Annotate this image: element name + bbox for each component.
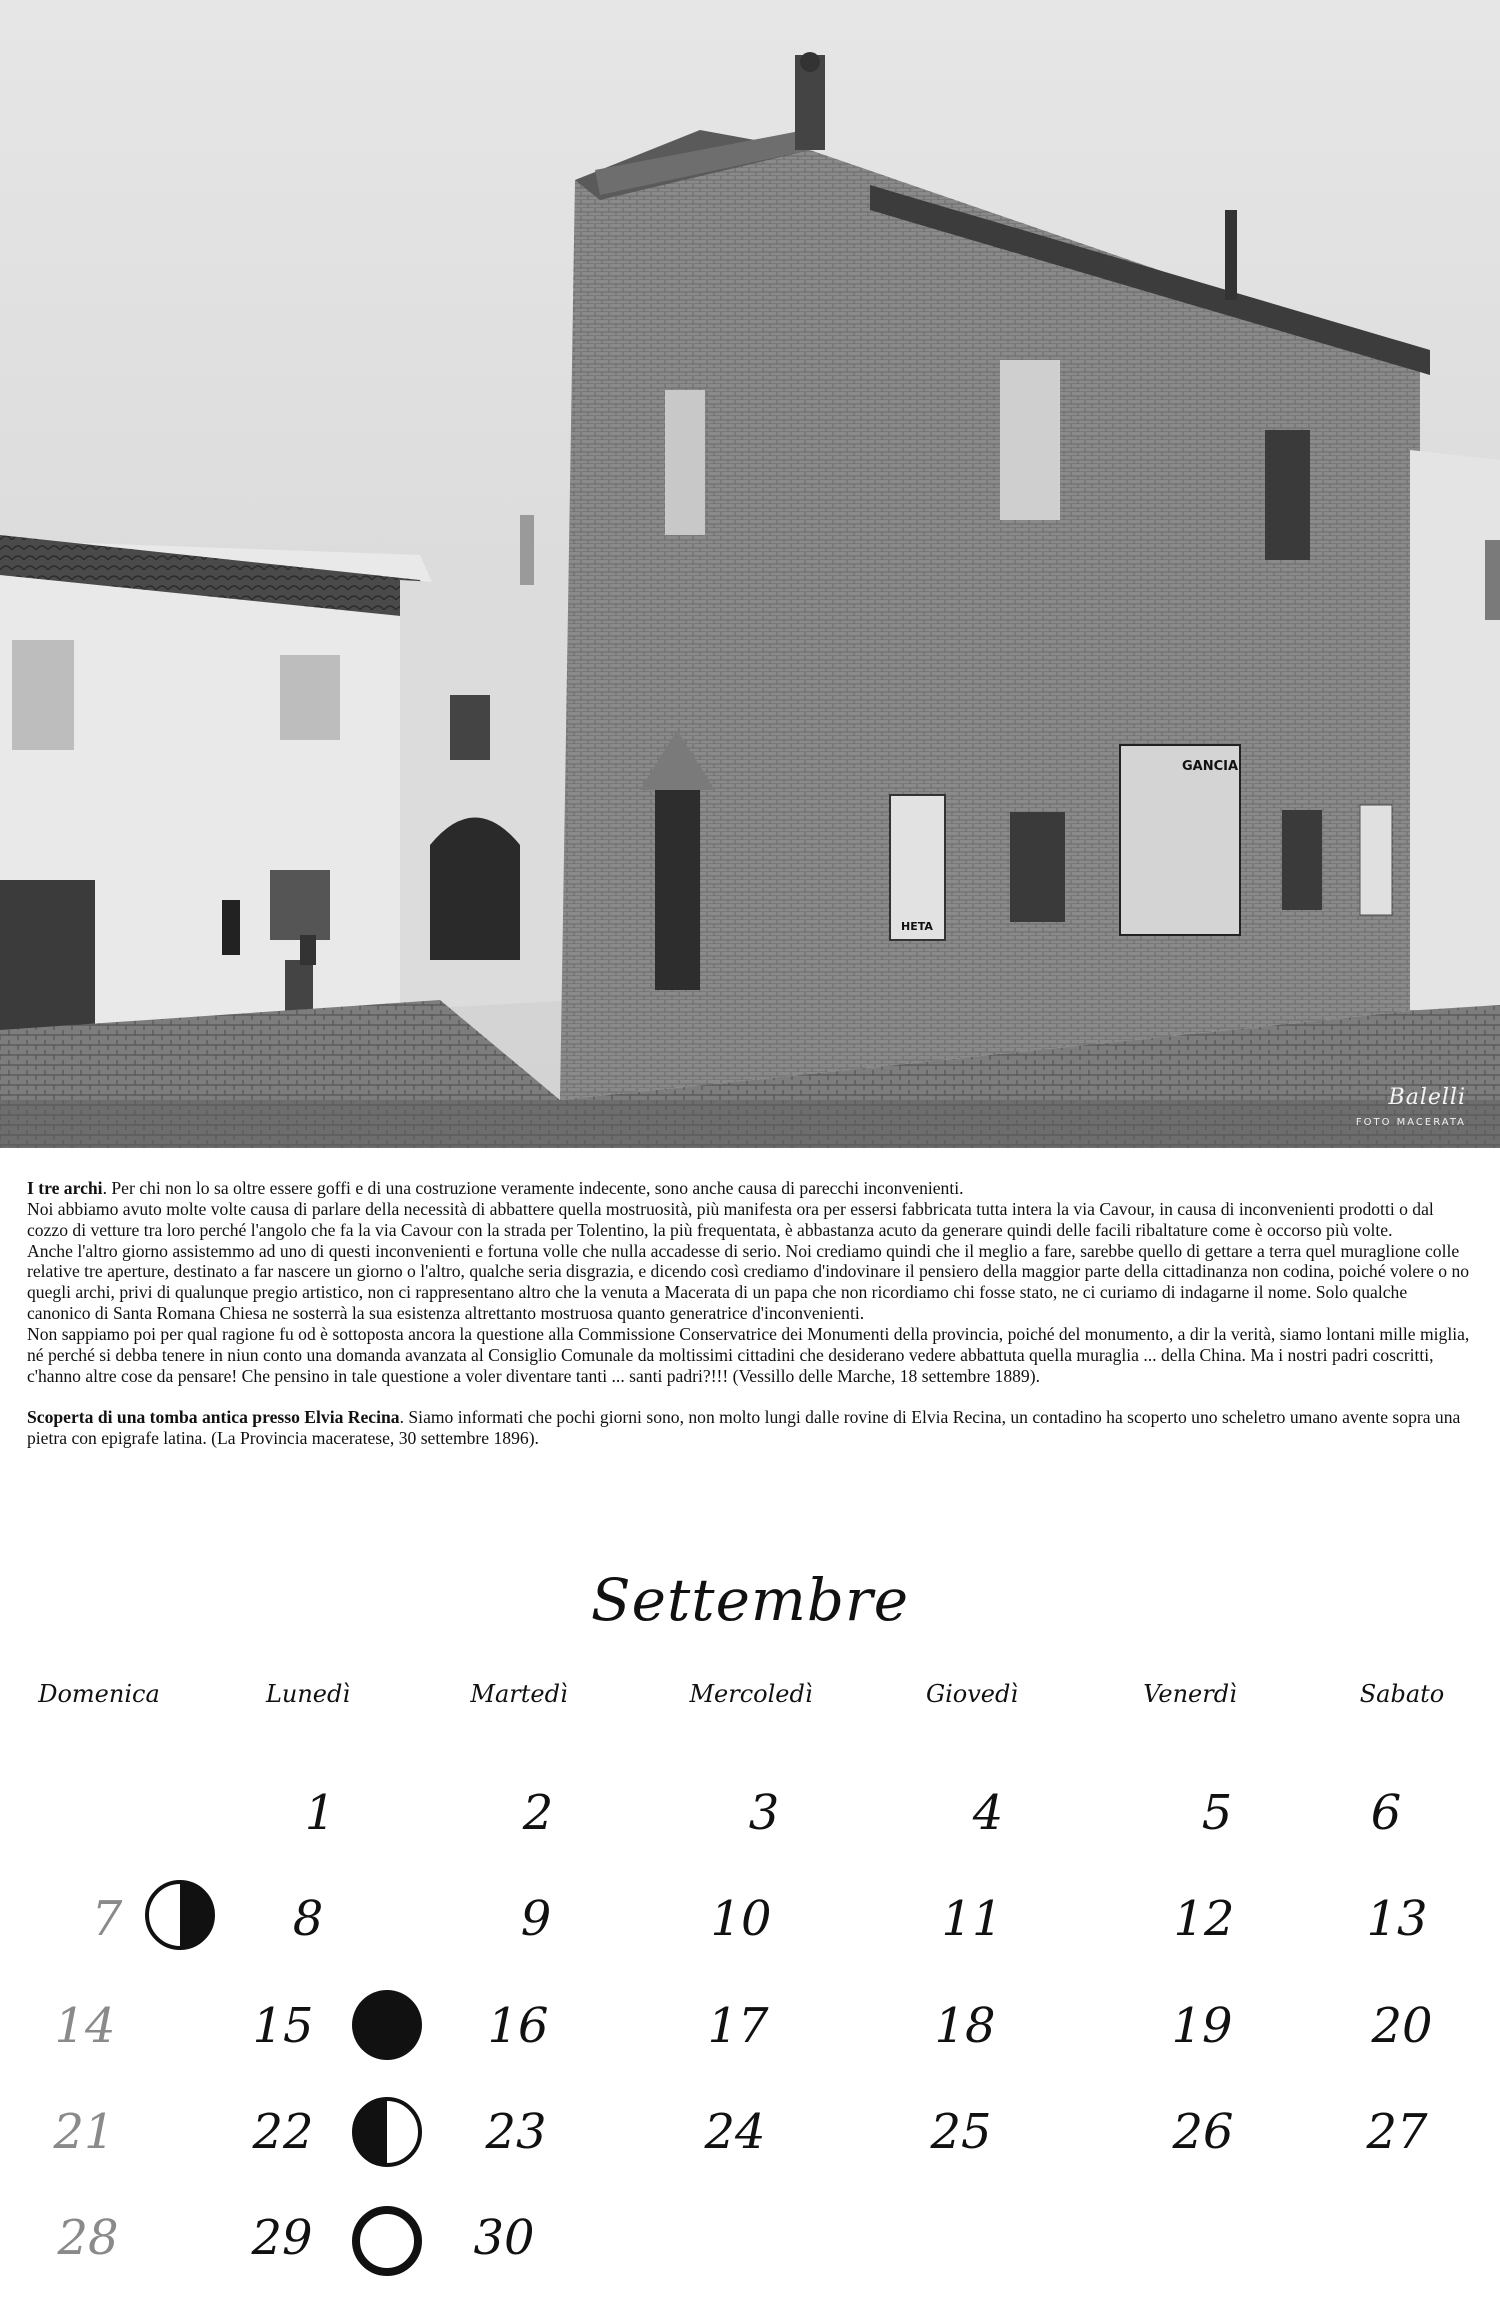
calendar-day: 18 xyxy=(934,1998,996,2054)
paragraph-tre-archi xyxy=(27,1178,1473,1199)
paragraph-title: I tre archi xyxy=(27,1178,103,1198)
month-title: Settembre xyxy=(590,1566,910,1634)
calendar-day: 16 xyxy=(487,1998,549,2054)
calendar-day-sunday: 21 xyxy=(53,2104,115,2160)
weekday-label: Domenica xyxy=(38,1680,160,1708)
weekday-label: Lunedì xyxy=(265,1680,351,1708)
paragraph-tomba xyxy=(27,1407,1473,1449)
calendar-day: 17 xyxy=(707,1998,769,2054)
calendar-day: 22 xyxy=(252,2104,314,2160)
calendar-day: 9 xyxy=(520,1891,552,1947)
calendar-day: 2 xyxy=(522,1785,554,1841)
calendar-day-sunday: 7 xyxy=(91,1891,123,1947)
calendar-day: 4 xyxy=(972,1785,1004,1841)
last-quarter-moon-icon xyxy=(351,2096,423,2168)
calendar-day: 10 xyxy=(710,1891,772,1947)
calendar-day: 6 xyxy=(1370,1785,1402,1841)
calendar-day: 1 xyxy=(304,1785,336,1841)
photo-credit: Balelli xyxy=(1388,1085,1466,1110)
calendar-day: 3 xyxy=(748,1785,780,1841)
church-street-scene xyxy=(0,0,1500,1148)
calendar-day: 19 xyxy=(1171,1998,1233,2054)
calendar-day: 29 xyxy=(251,2210,313,2266)
poster-right-label: GANCIA xyxy=(1181,759,1239,774)
calendar-day: 24 xyxy=(704,2104,766,2160)
calendar-day: 12 xyxy=(1173,1891,1235,1947)
calendar-day: 23 xyxy=(485,2104,547,2160)
weekday-label: Giovedì xyxy=(925,1680,1019,1708)
paragraph-body: Noi abbiamo avuto molte volte causa di parlare della necessità di abbattere quella mostruosità, più manifesta ora per essersi fabbricata tutta intera la via Cavour, in causa di inconvenienti prodotti o dal cozzo di vetture tra loro perché l'angolo che fa la via Cavour con la strada per Tolentino, la più frequentata, è abbastanza acuto da generare quindi delle facili ribaltature come è occorso più volte. xyxy=(27,1198,1434,1240)
weekday-label: Venerdì xyxy=(1143,1680,1237,1708)
weekday-label: Mercoledì xyxy=(689,1680,813,1708)
photo-credit-location: FOTO MACERATA xyxy=(1355,1117,1466,1128)
calendar-day: 30 xyxy=(473,2210,535,2266)
calendar-day-sunday: 28 xyxy=(57,2210,119,2266)
full-moon-icon xyxy=(351,1989,423,2061)
calendar-day: 26 xyxy=(1172,2104,1234,2160)
calendar-day: 11 xyxy=(941,1891,1003,1947)
weekday-label: Sabato xyxy=(1359,1680,1445,1708)
first-quarter-moon-icon xyxy=(144,1879,216,1951)
calendar-day: 15 xyxy=(252,1998,314,2054)
calendar-day: 25 xyxy=(930,2104,992,2160)
historical-photo xyxy=(0,0,1500,1148)
poster-left-label: HETA xyxy=(901,920,933,933)
calendar-day: 27 xyxy=(1366,2104,1428,2160)
weekday-label: Martedì xyxy=(470,1680,568,1708)
paragraph-body: . Siamo informati che pochi giorni sono, non molto lungi dalle rovine di Elvia Recina, un contadino ha scoperto uno scheletro umano avente sopra una pietra con epigrafe latina. (La Provincia maceratese, 30 settembre 1896). xyxy=(27,1407,1461,1449)
calendar-day-sunday: 14 xyxy=(54,1998,116,2054)
calendar-day: 20 xyxy=(1371,1998,1433,2054)
paragraph-title: Scoperta di una tomba antica presso Elvia Recina xyxy=(27,1407,400,1428)
article-text xyxy=(27,1178,1473,1449)
new-moon-icon xyxy=(351,2205,423,2277)
calendar-day: 13 xyxy=(1366,1891,1428,1947)
calendar-day: 5 xyxy=(1201,1785,1233,1841)
calendar-day: 8 xyxy=(292,1891,324,1947)
paragraph-body: Anche l'altro giorno assistemmo ad uno di questi inconvenienti e fortuna volle che nulla accadesse di serio. Noi crediamo quindi che il meglio a fare, sarebbe quello di gettare a terra quel muraglione colle relative tre aperture, destinato a far nascere un giorno o l'altro, qualche seria disgrazia, e dicendo così crediamo d'indovinare il pensiero della maggior parte della cittadinanza non codina, poiché volere o no quegli archi, privi di qualunque pregio artistico, non ci rappresentano altro che la venuta a Macerata di un papa che non ricordiamo chi fosse stato, ne ci curiamo di indagarne il nome. Solo qualche canonico di Santa Romana Chiesa ne sosterrà la sua esistenza altrettanto mostruosa quanto generatrice d'inconvenienti. xyxy=(27,1240,1470,1324)
paragraph-body: Non sappiamo poi per qual ragione fu od è sottoposta ancora la questione alla Commissione Conservatrice dei Monumenti della provincia, poiché del monumento, a dir la verità, siamo lontani mille miglia, né perché si debba tenere in niun conto una domanda avanzata al Consiglio Comunale da moltissimi cittadini che desiderano vedere abbattuta quella muraglia ... della China. Ma i nostri padri coscritti, c'hanno altre cose da pensare! Che pensino in tale questione a voler diventare tanti ... santi padri?!!! (Vessillo delle Marche, 18 settembre 1889). xyxy=(27,1323,1470,1386)
paragraph-body: . Per chi non lo sa oltre essere goffi e di una costruzione veramente indecente, sono anche causa di parecchi inconvenienti. xyxy=(102,1178,964,1198)
